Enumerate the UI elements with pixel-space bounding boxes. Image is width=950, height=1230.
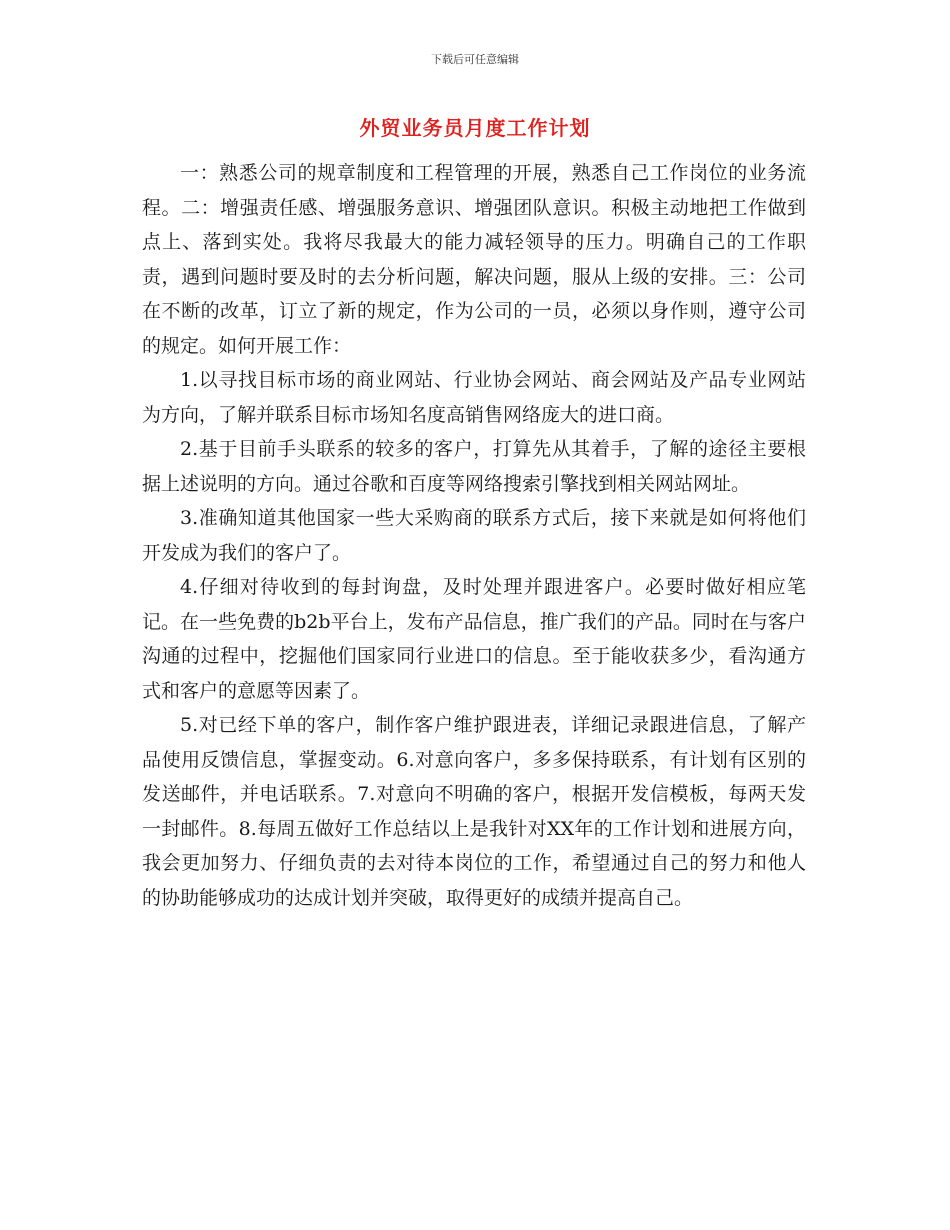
page-header-note: 下载后可任意编辑 [431, 53, 519, 66]
document-body [142, 156, 806, 915]
paragraph-intro: 一：熟悉公司的规章制度和工程管理的开展，熟悉自己工作岗位的业务流程。二：增强责任感、增强服务意识、增强团队意识。积极主动地把工作做到点上、落到实处。我将尽我最大的能力减轻领导的压力。明确自己的工作职责，遇到问题时要及时的去分析问题，解决问题，服从上级的安排。三：公司在不断的改革，订立了新的规定，作为公司的一员，必须以身作则，遵守公司的规定。如何开展工作： [142, 162, 806, 357]
document-title: 外贸业务员月度工作计划 [359, 116, 591, 140]
paragraph-item-3: 3.准确知道其他国家一些大采购商的联系方式后，接下来就是如何将他们开发成为我们的客户了。 [142, 507, 806, 564]
paragraph-item-2: 2.基于目前手头联系的较多的客户，打算先从其着手，了解的途径主要根据上述说明的方向。通过谷歌和百度等网络搜索引擎找到相关网站网址。 [142, 438, 806, 495]
paragraph-item-5: 5.对已经下单的客户，制作客户维护跟进表，详细记录跟进信息，了解产品使用反馈信息，掌握变动。6.对意向客户，多多保持联系，有计划有区别的发送邮件，并电话联系。7.对意向不明确的客户，根据开发信模板，每两天发一封邮件。8.每周五做好工作总结以上是我针对XX年的工作计划和进展方向，我会更加努力、仔细负责的去对待本岗位的工作，希望通过自己的努力和他人的协助能够成功的达成计划并突破，取得更好的成绩并提高自己。 [142, 714, 806, 909]
paragraph-item-1: 1.以寻找目标市场的商业网站、行业协会网站、商会网站及产品专业网站为方向，了解并联系目标市场知名度高销售网络庞大的进口商。 [142, 369, 806, 426]
paragraph-item-4: 4.仔细对待收到的每封询盘，及时处理并跟进客户。必要时做好相应笔记。在一些免费的b2b平台上，发布产品信息，推广我们的产品。同时在与客户沟通的过程中，挖掘他们国家同行业进口的信息。至于能收获多少，看沟通方式和客户的意愿等因素了。 [142, 576, 806, 702]
